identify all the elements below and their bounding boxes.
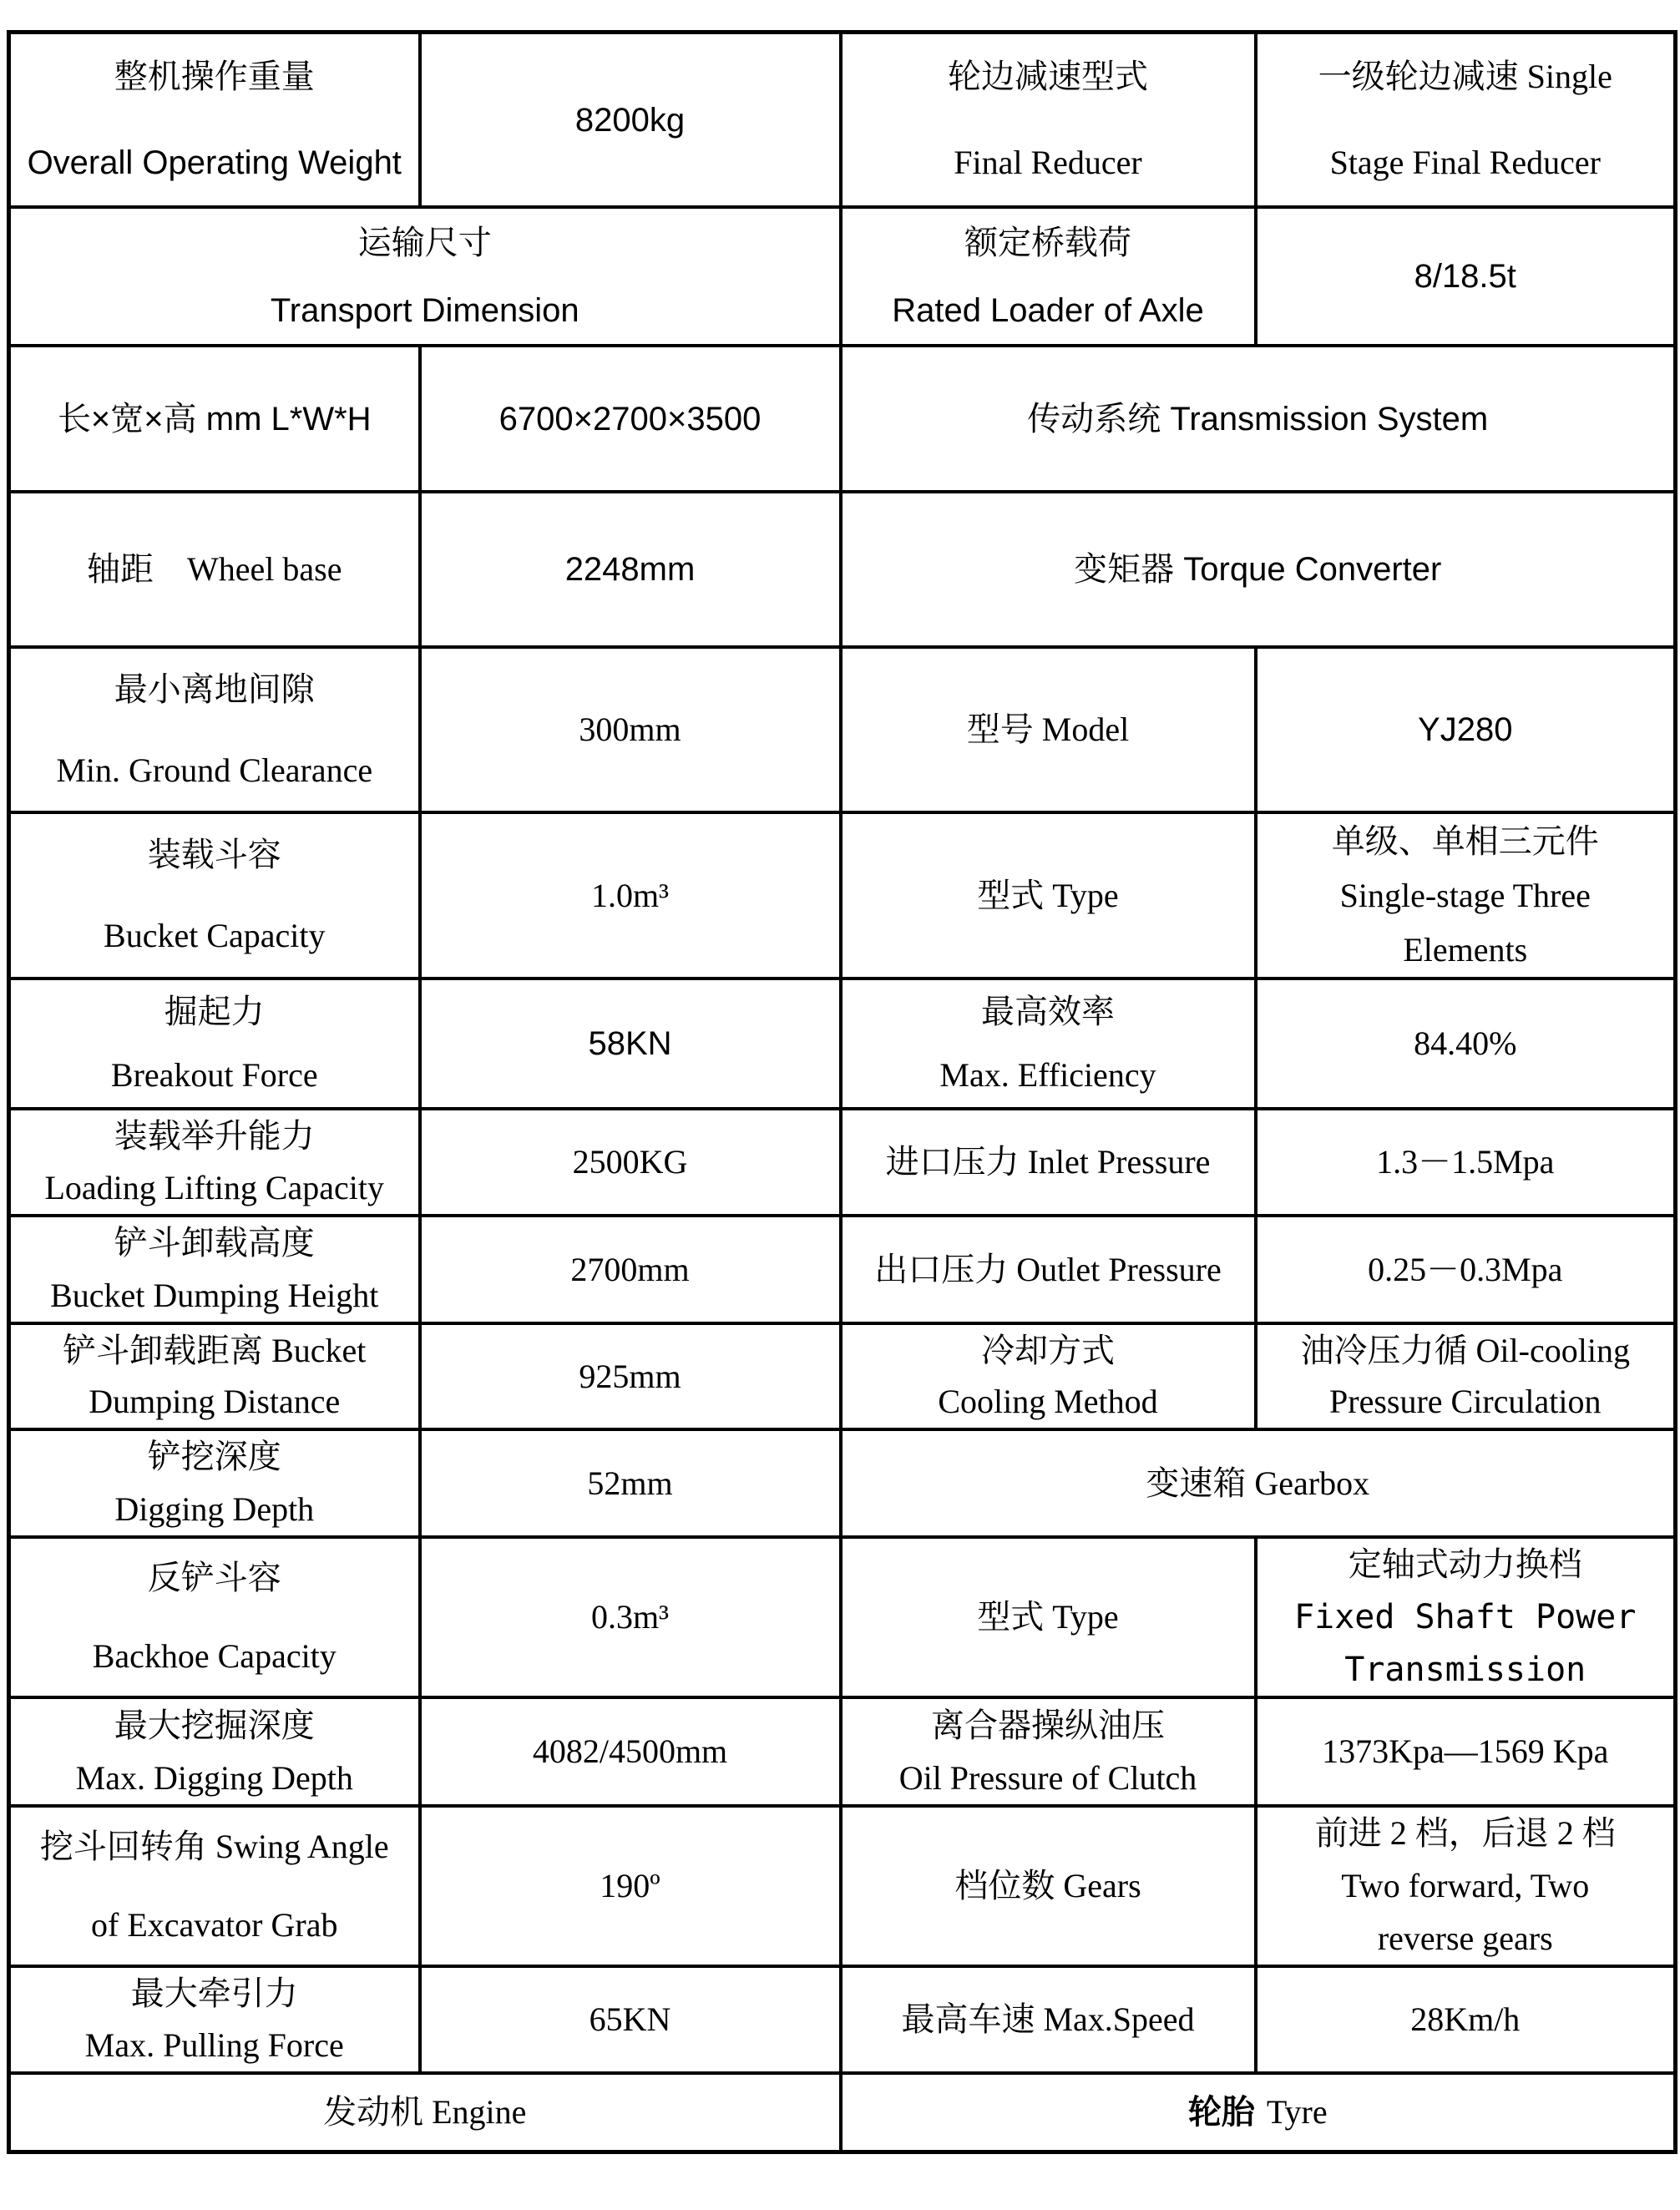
table-row — [9, 1697, 1676, 1806]
line-zh: 装载举升能力 — [114, 1117, 315, 1155]
cell-converter-type-label — [841, 812, 1256, 979]
cell-bucket-dumping-distance-label — [9, 1323, 420, 1429]
line-en: reverse gears — [1377, 1919, 1553, 1957]
cell-gears-label — [841, 1806, 1256, 1966]
line: Stage Final Reducer — [1329, 143, 1601, 181]
cell-loading-lifting-capacity-label — [9, 1109, 420, 1216]
line-en: Min. Ground Clearance — [56, 751, 373, 789]
table-row — [9, 33, 1676, 208]
cell-bucket-capacity-value — [420, 812, 841, 979]
line-en: Transmission — [1344, 1650, 1586, 1689]
cell-max-digging-depth-value — [420, 1697, 841, 1806]
cell-bucket-dumping-height-label — [9, 1216, 420, 1323]
cell-gears-value — [1256, 1806, 1676, 1966]
cell-oil-pressure-of-clutch-label — [841, 1697, 1256, 1806]
line: 4082/4500mm — [532, 1732, 728, 1770]
line-en: Two forward, Two — [1341, 1866, 1590, 1904]
cell-min-ground-clearance-label — [9, 647, 420, 812]
line: 1.3－1.5Mpa — [1376, 1143, 1555, 1181]
cell-model-label — [841, 647, 1256, 812]
cell-converter-type-value — [1256, 812, 1676, 979]
line: 型式 Type — [977, 1598, 1119, 1636]
cell-cooling-method-value — [1256, 1323, 1676, 1429]
line-zh: 单级、单相三元件 — [1331, 822, 1599, 860]
line: 一级轮边减速 Single — [1318, 58, 1612, 96]
line: 最高车速 Max.Speed — [901, 2000, 1195, 2038]
cell-max-digging-depth-label — [9, 1697, 420, 1806]
cell-gearbox-header — [841, 1429, 1676, 1537]
line: 65KN — [589, 2000, 671, 2038]
line: 28Km/h — [1410, 2000, 1521, 2038]
line-en: Fixed Shaft Power — [1294, 1597, 1637, 1636]
line-en: Breakout Force — [110, 1056, 318, 1094]
line-en: Final Reducer — [954, 143, 1142, 181]
cell-outlet-pressure-label — [841, 1216, 1256, 1323]
cell-engine-header — [9, 2073, 841, 2152]
line-zh: 额定桥载荷 — [964, 223, 1131, 261]
line: 发动机 Engine — [323, 2093, 527, 2131]
line: 出口压力 Outlet Pressure — [874, 1250, 1222, 1288]
cell-digging-depth-label — [9, 1429, 420, 1537]
table-row — [9, 346, 1676, 492]
line: 84.40% — [1414, 1024, 1517, 1062]
cell-rated-load-of-axle-label — [841, 207, 1256, 346]
line: 300mm — [579, 711, 681, 748]
line-en: Oil Pressure of Clutch — [898, 1758, 1197, 1797]
line-zh: 反铲斗容 — [147, 1559, 281, 1596]
line-en: Rated Loader of Axle — [892, 291, 1204, 329]
cell-inlet-pressure-value — [1256, 1109, 1676, 1216]
cell-gearbox-type-value — [1256, 1537, 1676, 1697]
spec-table — [7, 30, 1677, 2154]
line — [1188, 2091, 1328, 2133]
cell-overall-operating-weight-label — [9, 33, 420, 208]
cell-lwh-label — [9, 346, 420, 492]
tyre-en: Tyre — [1266, 2093, 1328, 2131]
table-row — [9, 1323, 1676, 1429]
cell-bucket-dumping-height-value — [420, 1216, 841, 1323]
line-en: Single-stage Three — [1339, 876, 1591, 914]
cell-outlet-pressure-value — [1256, 1216, 1676, 1323]
cell-wheel-base-label — [9, 492, 420, 647]
line-en: Backhoe Capacity — [92, 1637, 337, 1675]
line: 925mm — [579, 1357, 681, 1395]
line-zh: 整机操作重量 — [114, 58, 315, 96]
line: 长×宽×高 mm L*W*H — [57, 400, 372, 437]
line-en: Transport Dimension — [270, 291, 579, 329]
cell-max-speed-value — [1256, 1966, 1676, 2073]
line: 0.3m³ — [590, 1598, 670, 1636]
cell-max-pulling-force-label — [9, 1966, 420, 2073]
line: 1.0m³ — [590, 876, 670, 914]
line: 2500KG — [572, 1143, 688, 1181]
cell-backhoe-capacity-value — [420, 1537, 841, 1697]
cell-breakout-force-label — [9, 979, 420, 1109]
line: 2700mm — [570, 1250, 690, 1288]
line: 型式 Type — [977, 876, 1119, 914]
table-row — [9, 979, 1676, 1109]
line: 1373Kpa—1569 Kpa — [1322, 1732, 1609, 1770]
cell-max-efficiency-label — [841, 979, 1256, 1109]
cell-transport-dimension-header — [9, 207, 841, 346]
line: Pressure Circulation — [1329, 1383, 1602, 1421]
line: 进口压力 Inlet Pressure — [885, 1143, 1211, 1181]
line-zh: 最大牵引力 — [130, 1975, 298, 2012]
line-en: Loading Lifting Capacity — [44, 1169, 385, 1206]
line-zh: 定轴式动力换档 — [1348, 1545, 1582, 1584]
cell-model-value — [1256, 647, 1676, 812]
table-row — [9, 1537, 1676, 1697]
cell-oil-pressure-of-clutch-value — [1256, 1697, 1676, 1806]
cell-cooling-method-label — [841, 1323, 1256, 1429]
line-zh: 前进 2 档，后退 2 档 — [1314, 1814, 1616, 1853]
line: 档位数 Gears — [954, 1867, 1141, 1904]
cell-torque-converter-header — [841, 492, 1676, 647]
line: 52mm — [587, 1464, 673, 1502]
line-en: Digging Depth — [114, 1489, 315, 1528]
line: 2248mm — [564, 551, 696, 588]
line-zh: 冷却方式 — [981, 1331, 1115, 1369]
line-en: Cooling Method — [938, 1383, 1158, 1421]
table-row — [9, 1109, 1676, 1216]
cell-breakout-force-value — [420, 979, 841, 1109]
line: YJ280 — [1418, 711, 1513, 748]
line-zh: 铲挖深度 — [147, 1438, 281, 1476]
table-row — [9, 1966, 1676, 2073]
cell-bucket-dumping-distance-value — [420, 1323, 841, 1429]
line-en: Bucket Dumping Height — [50, 1276, 379, 1314]
line-en: Elements — [1403, 930, 1528, 968]
cell-swing-angle-label — [9, 1806, 420, 1966]
tyre-zh: 轮胎 — [1187, 2094, 1255, 2131]
cell-inlet-pressure-label — [841, 1109, 1256, 1216]
table-row — [9, 492, 1676, 647]
cell-tyre-header — [841, 2073, 1676, 2152]
table-row — [9, 1806, 1676, 1966]
line: 8/18.5t — [1414, 258, 1516, 295]
table-row — [9, 812, 1676, 979]
line: 传动系统 Transmission System — [1027, 400, 1489, 437]
line-zh: 掘起力 — [164, 993, 265, 1030]
cell-overall-operating-weight-value — [420, 33, 841, 208]
line-zh: 最高效率 — [981, 993, 1115, 1030]
line: 58KN — [588, 1025, 672, 1062]
line: of Excavator Grab — [91, 1906, 338, 1944]
cell-lwh-value — [420, 346, 841, 492]
line: 型号 Model — [966, 711, 1130, 748]
line-en: Max. Digging Depth — [75, 1758, 353, 1797]
cell-bucket-capacity-label — [9, 812, 420, 979]
line: 挖斗回转角 Swing Angle — [39, 1828, 389, 1865]
line: 190º — [600, 1867, 660, 1904]
line-en: Bucket Capacity — [104, 917, 326, 955]
line: 8200kg — [574, 101, 686, 139]
cell-backhoe-capacity-label — [9, 1537, 420, 1697]
line-en: Max. Pulling Force — [84, 2026, 344, 2064]
table-row — [9, 1216, 1676, 1323]
line-zh: 铲斗卸载高度 — [114, 1224, 315, 1262]
line: 变矩器 Torque Converter — [1074, 551, 1442, 588]
line-en: Overall Operating Weight — [27, 144, 402, 181]
table-row — [9, 2073, 1676, 2152]
table-row — [9, 647, 1676, 812]
line: 油冷压力循 Oil-cooling — [1300, 1331, 1630, 1369]
cell-final-reducer-value — [1256, 33, 1676, 208]
line-zh: 离合器操纵油压 — [931, 1706, 1165, 1744]
line: 6700×2700×3500 — [498, 400, 762, 437]
cell-wheel-base-value — [420, 492, 841, 647]
table-row — [9, 1429, 1676, 1537]
line-zh: 最大挖掘深度 — [114, 1706, 315, 1744]
cell-gearbox-type-label — [841, 1537, 1256, 1697]
cell-rated-load-of-axle-value — [1256, 207, 1676, 346]
cell-loading-lifting-capacity-value — [420, 1109, 841, 1216]
line: 变速箱 Gearbox — [1146, 1464, 1370, 1502]
line-zh: 最小离地间隙 — [114, 670, 315, 708]
cell-swing-angle-value — [420, 1806, 841, 1966]
line-zh: 轮边减速型式 — [948, 58, 1148, 96]
cell-final-reducer-label — [841, 33, 1256, 208]
cell-min-ground-clearance-value — [420, 647, 841, 812]
line: 铲斗卸载距离 Bucket — [63, 1331, 367, 1369]
cell-digging-depth-value — [420, 1429, 841, 1537]
line-zh: 装载斗容 — [147, 835, 281, 873]
cell-max-pulling-force-value — [420, 1966, 841, 2073]
line-en: Max. Efficiency — [939, 1056, 1156, 1094]
table-row — [9, 207, 1676, 346]
cell-max-efficiency-value — [1256, 979, 1676, 1109]
line-zh: 运输尺寸 — [357, 223, 492, 261]
cell-transmission-system-header — [841, 346, 1676, 492]
line: 轴距 Wheel base — [87, 550, 342, 588]
line: Dumping Distance — [89, 1383, 341, 1421]
line: 0.25－0.3Mpa — [1368, 1250, 1563, 1288]
cell-max-speed-label — [841, 1966, 1256, 2073]
